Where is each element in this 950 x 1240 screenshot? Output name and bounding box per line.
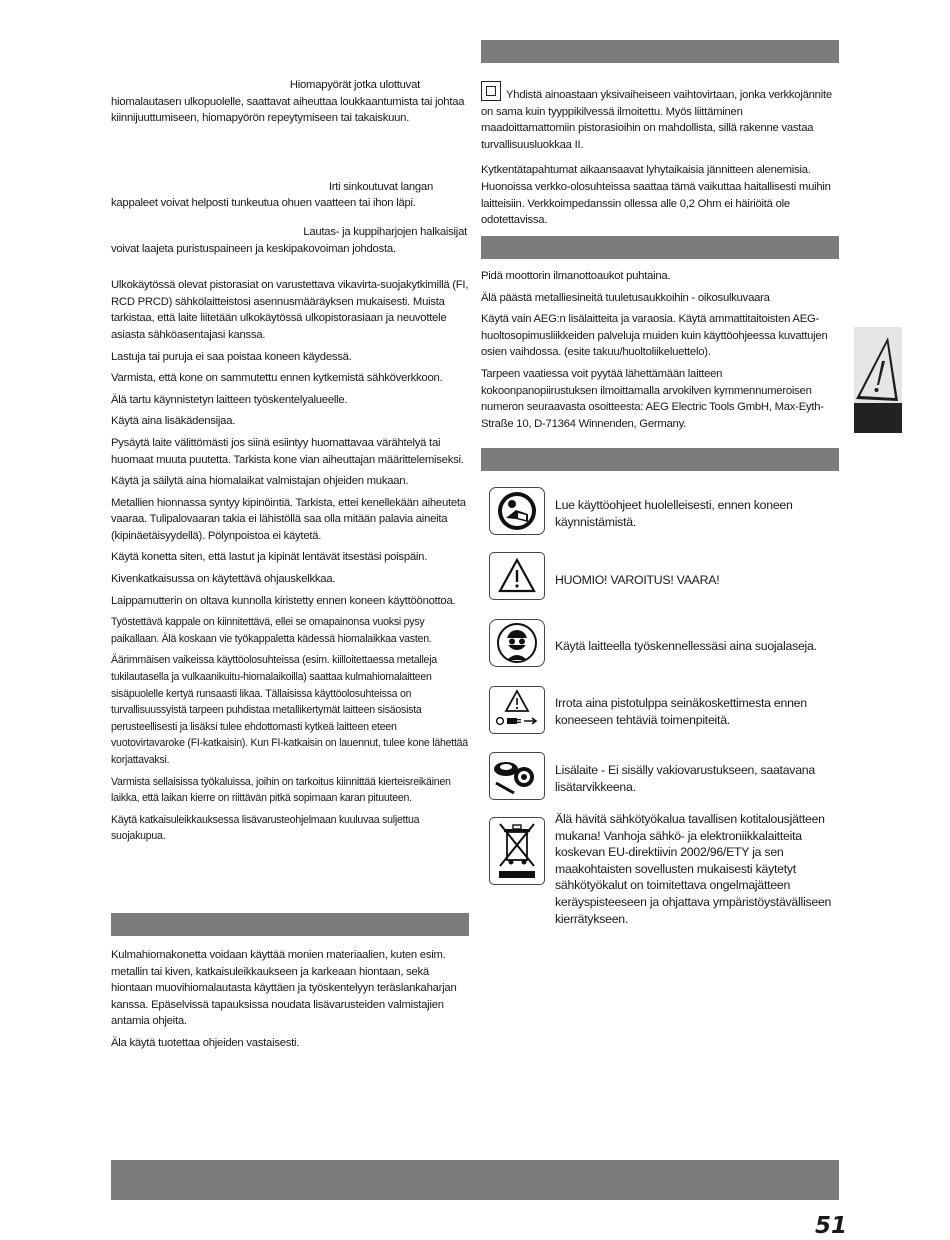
safety-paragraph: Käytä konetta siten, että lastut ja kipinät lentävät itsestäsi poispäin. [111, 551, 428, 564]
safety-paragraph: Metallien hionnassa syntyy kipinöintiä. Tarkista, ettei kenellekään aiheuteta vaaraa. Tulipalovaaran takia ei lähistöllä saa olla mitään palavia aineita (kipinäetäisyydellä). Pölynpoistoa ei käytetä. [111, 496, 466, 542]
safety-paragraph: Laippamutterin on oltava kunnolla kiristetty ennen koneen käyttöönottoa. [111, 594, 456, 607]
symbol-text-goggles: Käytä laitteella työskennellessäsi aina suojalaseja. [555, 639, 817, 653]
electric-section [481, 78, 839, 234]
maintenance-section [481, 268, 839, 437]
safety-paragraph: Käytä aina lisäkädensijaa. [111, 415, 236, 428]
warning-tab-icon [854, 327, 902, 433]
safety-paragraph: Pysäytä laite välittömästi jos siinä esiintyy huomattavaa värähtelyä tai huomaat muuta puutetta. Tarkista kone vian aiheuttajan määrittelemiseksi. [111, 436, 464, 466]
usage-section [111, 947, 469, 1057]
usage-paragraph: Äla käytä tuotettaa ohjeiden vastaisesti. [111, 1036, 300, 1049]
symbol-text-unplug: Irrota aina pistotulppa seinäkoskettimesta ennen koneeseen tehtäviä toimenpiteitä. [555, 696, 807, 727]
section-header-bar-maintenance [481, 236, 839, 259]
electric-paragraph: Kytkentätapahtumat aikaansaavat lyhytaikaisia jännitteen alenemisia. Huonoissa verkko-olosuhteissa saattaa tämä vaikuttaa haitallisesti muihin laitteisiin. Verkkoimpedanssin ollessa alle 0,2 Ohm ei häiriöitä ole odotettavissa. [481, 164, 831, 227]
safety-paragraph: Varmista sellaisissa työkaluissa, joihin on tarkoitus kiinnittää kierteisreikäinen laikka, että laikan kierre on riittävän pitkä sopimaan karan pituuteen. [111, 775, 451, 805]
wheel-warning-text: hiomalautasen ulkopuolelle, saattavat aiheuttaa loukkaantumista tai johtaa kiinnijuuttumiseen, hiomapyörön repeytymiseen tai takaiskuun. [111, 95, 465, 125]
safety-paragraph: Työstettävä kappale on kiinnitettävä, ellei se omapainonsa vuoksi pysy paikallaan. Älä koskaan vie työkappaletta kädessä hiomalaikkaa vasten. [111, 616, 432, 645]
brush-warning-text: voivat laajeta puristuspaineen ja keskipakovoiman johdosta. [111, 242, 396, 255]
maintenance-paragraph: Pidä moottorin ilmanottoaukot puhtaina. [481, 270, 671, 282]
maintenance-paragraph: Tarpeen vaatiessa voit pyytää lähettämään laitteen kokoonpanopiirustuksen ilmoittamalla arvokilven kymmennumeroisen numeron seuraavasta osoitteesta: AEG Electric Tools GmbH, Max-Eyth-Straße 10, D-71364 Winnenden, Germany. [481, 367, 824, 430]
wire-warning-lead: Irti sinkoutuvat langan [328, 180, 433, 193]
safety-paragraph: Älä tartu käynnistetyn laitteen työskentelyalueelle. [111, 393, 348, 406]
wheel-warning-lead: Hiomapyörät jotka ulottuvat [289, 79, 420, 91]
class-ii-icon [481, 81, 501, 101]
safety-paragraph: Kivenkatkaisussa on käytettävä ohjauskelkkaa. [111, 573, 336, 586]
safety-paragraph: Äärimmäisen vaikeissa käyttöolosuhteissa (esim. kiilloitettaessa metalleja tukilautasella ja vulkaanikuitu-hiomalaikoilla) saattaa kulmahiomalaitteen sisäpuolelle kertyä runsaasti likaa. Tällaisissa käyttöolosuhteissa on turvallisuussyistä tarpeen puhdistaa metallikertymät laitteen sisäosista perusteellisesti ja lisäksi tulee ehdottomasti kytkeä laitteen eteen vuotovirtavaroke (FI-katkaisin). Kun FI-katkaisin on lauennut, tulee kone lähettää korjattavaksi. [111, 654, 468, 766]
unplug-icon [489, 686, 545, 734]
section-header-bar-usage [111, 913, 469, 936]
warning-icon [489, 552, 545, 600]
brush-warning-lead: Lautas- ja kuppiharjojen halkaisijat [303, 225, 467, 238]
footer-bar [111, 1160, 839, 1200]
weee-bin-icon [489, 817, 545, 885]
electric-paragraph [481, 78, 839, 153]
safety-paragraph: Ulkokäytössä olevat pistorasiat on varustettava vikavirta-suojakytkimillä (FI, RCD PRCD) sähkölaitteistosi asennusmääräyksen mukaisesti. Muista tarkistaa, että laite liitetään ulkokäytössä ulkopistorasiaan ja neuvottele asiasta sähköasentajasi kanssa. [111, 279, 469, 341]
read-manual-icon [489, 487, 545, 535]
wire-warning [111, 179, 469, 212]
safety-paragraph: Lastuja tai puruja ei saa poistaa koneen käydessä. [111, 350, 352, 363]
brush-warning [111, 224, 469, 257]
page-number: 51 [815, 1213, 848, 1239]
accessory-icon [489, 752, 545, 800]
electric-text: Yhdistä ainoastaan yksivaiheiseen vaihtovirtaan, jonka verkkojännite on sama kuin tyyppikilvessä ilmoitettu. Myös liittäminen maadoittamattomiin pistorasioihin on mahdollista, sillä rakenne vastaa turvallisuusluokkaa II. [481, 89, 832, 151]
safety-list [111, 277, 469, 845]
safety-paragraph: Käytä ja säilytä aina hiomalaikat valmistajan ohjeiden mukaan. [111, 475, 409, 488]
maintenance-paragraph: Käytä vain AEG:n lisälaitteita ja varaosia. Käytä ammattitaitoisten AEG-huoltosopimusliikkeiden palveluja muiden kuin käyttöohjeessa kuvattujen osien vaihdossa. (esite takuu/huoltoliikeluettelo). [481, 313, 828, 359]
usage-paragraph: Kulmahiomakonetta voidaan käyttää monien materiaalien, kuten esim. metallin tai kiven, katkaisuleikkaukseen ja karkeaan hiontaan, sekä hiontaan muovihiomalautasta käyttäen ja työskentelyyn teräslankaharjan kanssa. Epäselvissä tapauksissa noudata lisävarusteiden valmistajien antamia ohjeita. [111, 949, 457, 1028]
section-header-bar-electric [481, 40, 839, 63]
section-header-bar-symbols [481, 448, 839, 471]
maintenance-paragraph: Älä päästä metalliesineitä tuuletusaukkoihin - oikosulkuvaara [481, 291, 770, 304]
wire-warning-text: kappaleet voivat helposti tunkeutua ohuen vaatteen tai ihon läpi. [111, 197, 416, 210]
symbol-text-warning: HUOMIO! VAROITUS! VAARA! [555, 573, 720, 587]
safety-goggles-icon [489, 619, 545, 667]
symbol-text-weee: Älä hävitä sähkötyökalua tavallisen kotitalousjätteen mukana! Vanhoja sähkö- ja elektroniikkalaitteita koskevan EU-direktiivin 2002/96/ETY ja sen maakohtaisten sovellusten mukaisesti käytetyt sähkötyökalut on toimitettava ongelmajätteen keräyspisteeseen ja ohjattava ympäristöystävälliseen kierrätykseen. [555, 812, 832, 926]
safety-paragraph: Varmista, että kone on sammutettu ennen kytkemistä sähköverkkoon. [111, 372, 443, 385]
symbol-text-read-manual: Lue käyttöohjeet huolelleisesti, ennen koneen käynnistämistä. [555, 498, 793, 529]
safety-paragraph: Käytä katkaisuleikkauksessa lisävarusteohjelmaan kuuluvaa suljettua suojakupua. [111, 813, 420, 843]
wheel-warning [111, 77, 469, 127]
symbol-text-accessory: Lisälaite - Ei sisälly vakiovarustukseen, saatavana lisätarvikkeena. [555, 763, 815, 794]
left-column [111, 77, 469, 850]
